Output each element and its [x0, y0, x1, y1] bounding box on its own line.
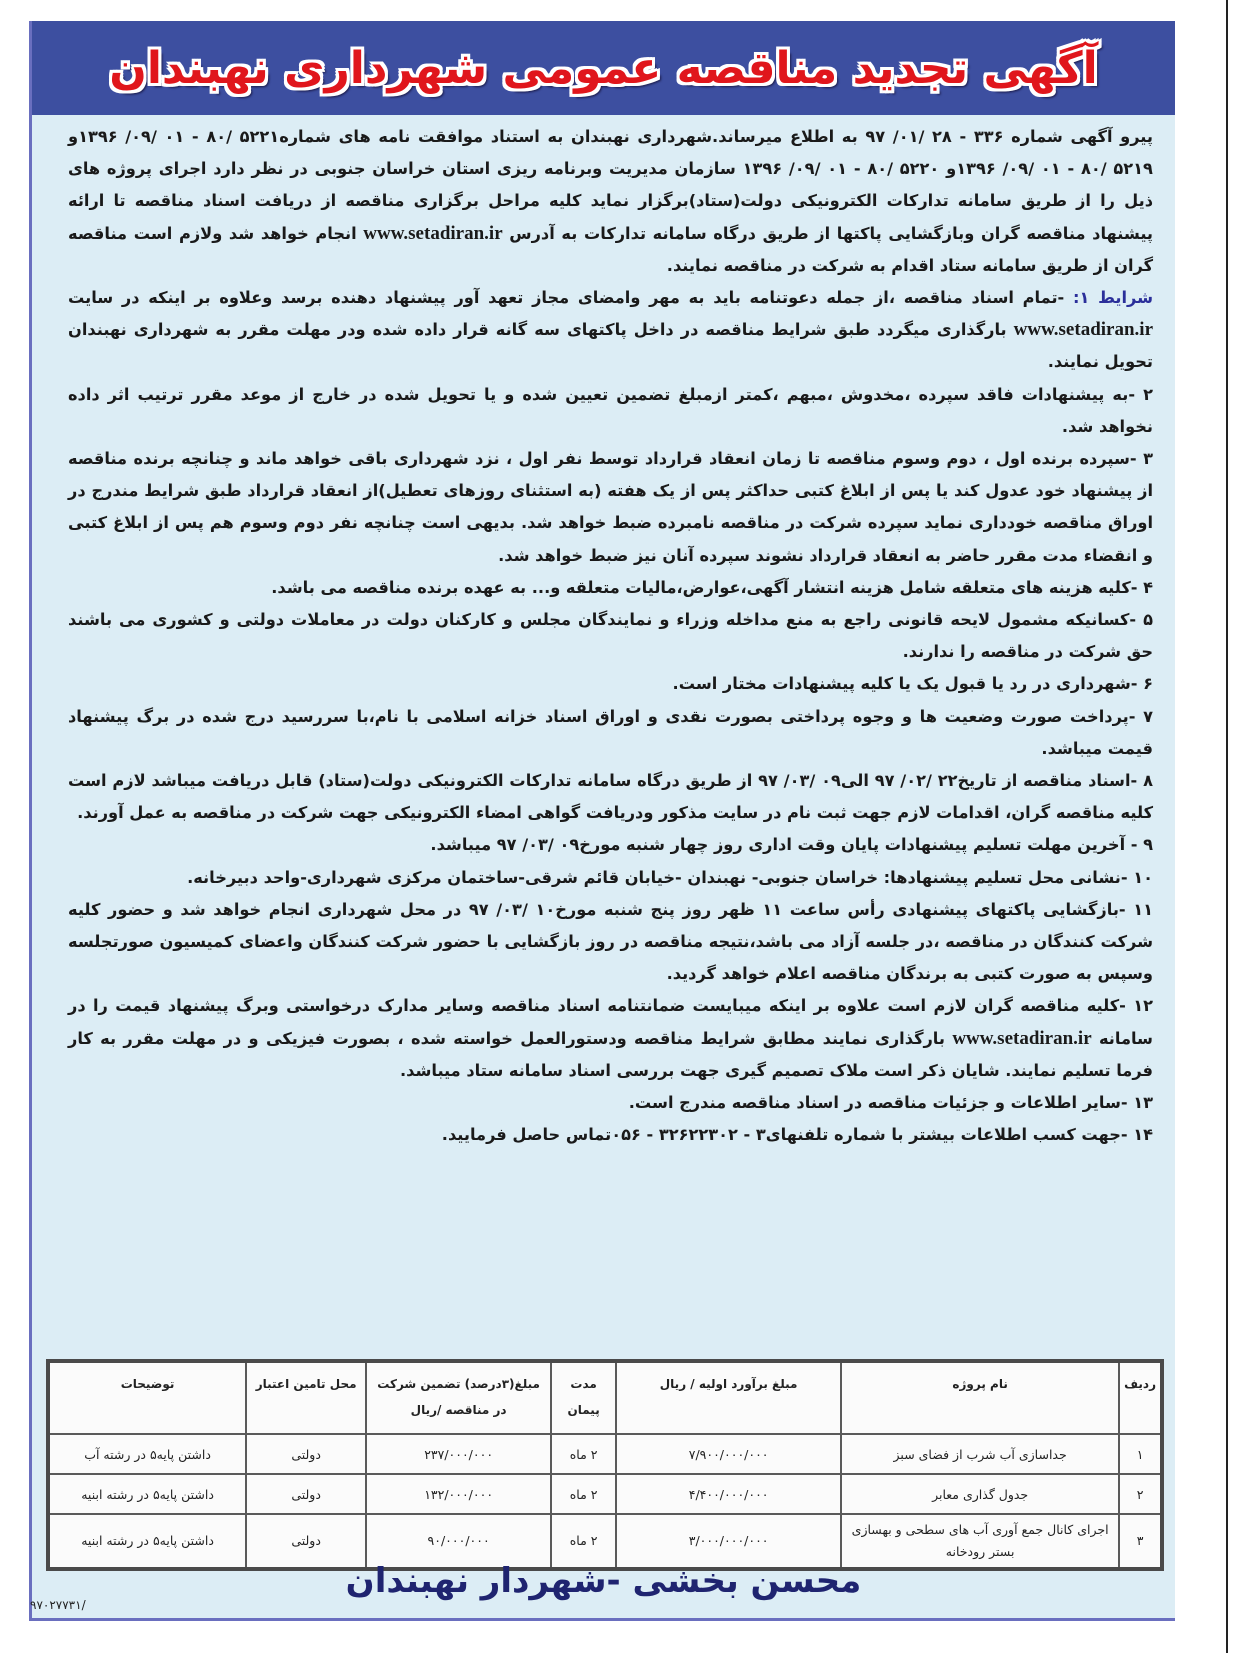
cell-duration: ۲ ماه — [551, 1514, 616, 1569]
condition-12-website-link[interactable]: www.setadiran.ir — [952, 1027, 1092, 1049]
cell-notes: داشتن پایه۵ در رشته ابنیه — [48, 1514, 246, 1569]
condition-8: ۸ -اسناد مناقصه از تاریخ۲۲ /۰۲/ ۹۷ الی۰۹ /۰۳/ ۹۷ از طریق درگاه سامانه تدارکات الکترونیکی دولت(ستاد) قابل دریافت میباشد لازم است کلیه مناقصه گران، اقدامات لازم جهت ثبت نام در سایت مذکور ودریافت گواهی امضاء الکترونیکی جهت شرکت در مناقصه به عمل آورند. — [68, 771, 1153, 823]
page-edge-rule — [1226, 0, 1228, 1653]
header-notes: توضیحات — [48, 1361, 246, 1434]
condition-1-number: ۱: — [1064, 288, 1090, 308]
advertisement-frame — [29, 21, 1175, 1621]
condition-11: ۱۱ -بازگشایی پاکتهای پیشنهادی رأس ساعت ۱۱ ظهر روز پنج شنبه مورخ۱۰ /۰۳/ ۹۷ در محل شهرداری انجام خواهد شد و حضور کلیه شرکت کنندگان در مناقصه ،در جلسه آزاد می باشد،نتیجه مناقصه در روز بازگشایی با حضور شرکت کنندگان واعضای کمیسیون صورتجلسه وسپس به صورت کتبی به برندگان مناقصه اعلام خواهد گردید. — [68, 899, 1153, 984]
cell-project-name: جدول گذاری معابر — [841, 1474, 1119, 1514]
cell-row-number: ۲ — [1119, 1474, 1162, 1514]
condition-2: ۲ -به پیشنهادات فاقد سپرده ،مخدوش ،مبهم ،کمتر ازمبلغ تضمین تعیین شده و یا تحویل شده در خارج از موعد مقرر ترتیب اثر داده نخواهد شد. — [68, 384, 1153, 436]
title-banner — [32, 21, 1175, 115]
cell-estimate: ۳/۰۰۰/۰۰۰/۰۰۰ — [616, 1514, 841, 1569]
cell-duration: ۲ ماه — [551, 1474, 616, 1514]
condition-14: ۱۴ -جهت کسب اطلاعات بیشتر با شماره تلفنهای۳ - ۳۲۶۲۲۳۰۲ - ۰۵۶تماس حاصل فرمایید. — [441, 1125, 1153, 1145]
mayor-signature: محسن بخشی -شهردار نهبندان — [345, 1561, 862, 1601]
condition-1-text-before: -تمام اسناد مناقصه ،از جمله دعوتنامه باید به مهر وامضای مجاز تعهد آور پیشنهاد دهنده برسد وعلاوه بر اینکه در سایت — [68, 288, 1065, 308]
header-estimate: مبلغ برآورد اولیه / ریال — [616, 1361, 841, 1434]
intro-text-1: پیرو آگهی شماره ۳۳۶ - ۲۸ /۰۱/ ۹۷ به اطلاع میرساند.شهرداری نهبندان به استناد موافقت نامه های شماره۵۲۲۱ /۸۰ - ۰۱ /۰۹/ ۱۳۹۶و ۵۲۱۹ /۸۰ - ۰۱ /۰۹/ ۱۳۹۶و ۵۲۲۰ /۸۰ - ۰۱ /۰۹/ ۱۳۹۶ سازمان مدیریت وبرنامه ریزی استان خراسان جنوبی در نظر دارد اجرای پروژه های ذیل را از طریق سامانه تدارکات الکترونیکی دولت(ستاد)برگزار نماید کلیه مراحل برگزاری مناقصه از دریافت اسناد مناقصه تا ارائه پیشنهاد مناقصه گران وبازگشایی پاکتها از طریق درگاه سامانه تدارکات به آدرس — [68, 127, 1153, 243]
cell-estimate: ۷/۹۰۰/۰۰۰/۰۰۰ — [616, 1434, 841, 1474]
condition-1 — [68, 282, 1153, 379]
condition-10: ۱۰ -نشانی محل تسلیم پیشنهادها: خراسان جنوبی- نهبندان -خیابان قائم شرقی-ساختمان مرکزی شهرداری-واحد دبیرخانه. — [187, 867, 1153, 887]
cell-deposit: ۹۰/۰۰۰/۰۰۰ — [366, 1514, 551, 1569]
table-row — [48, 1434, 1162, 1474]
condition-1-text-after: بارگذاری میگردد طبق شرایط مناقصه در داخل پاکتهای سه گانه قرار داده شده ودر مهلت مقرر به شهرداری نهبندان تحویل نمایند. — [68, 320, 1153, 372]
cell-project-name: جداسازی آب شرب از فضای سبز — [841, 1434, 1119, 1474]
intro-website-link[interactable]: www.setadiran.ir — [363, 222, 503, 244]
page-title: آگهی تجدید مناقصه عمومی شهرداری نهبندان — [109, 42, 1098, 94]
intro-paragraph — [68, 121, 1153, 282]
cell-deposit: ۲۳۷/۰۰۰/۰۰۰ — [366, 1434, 551, 1474]
header-row-number: ردیف — [1119, 1361, 1162, 1434]
condition-12-text-after: بارگذاری نمایند مطابق شرایط مناقصه ودستورالعمل خواسته شده ، بصورت فیزیکی و در مهلت مقرر به کار فرما تسلیم نمایند. شایان ذکر است ملاک تصمیم گیری جهت بررسی اسناد سامانه ستاد میباشد. — [68, 1028, 1153, 1080]
cell-notes: داشتن پایه۵ در رشته آب — [48, 1434, 246, 1474]
condition-7: ۷ -پرداخت صورت وضعیت ها و وجوه پرداختی بصورت نقدی و اوراق اسناد خزانه اسلامی با نام،با سررسید درج شده در برگ پیشنهاد قیمت میباشد. — [68, 706, 1153, 758]
cell-row-number: ۳ — [1119, 1514, 1162, 1569]
cell-funding-source: دولتی — [246, 1514, 366, 1569]
table-row — [48, 1474, 1162, 1514]
conditions-label: شرایط — [1098, 288, 1154, 308]
notice-body — [68, 121, 1153, 1152]
header-funding-source: محل تامین اعتبار — [246, 1361, 366, 1434]
condition-12 — [68, 990, 1153, 1087]
cell-notes: داشتن پایه۵ در رشته ابنیه — [48, 1474, 246, 1514]
condition-13: ۱۳ -سایر اطلاعات و جزئیات مناقصه در اسناد مناقصه مندرج است. — [628, 1093, 1153, 1113]
condition-5: ۵ -کسانیکه مشمول لایحه قانونی راجع به منع مداخله وزراء و نمایندگان مجلس و کارکنان دولت در معاملات دولتی و کشوری می باشند حق شرکت در مناقصه را ندارند. — [68, 610, 1153, 662]
condition-9: ۹ - آخرین مهلت تسلیم پیشنهادات پایان وقت اداری روز چهار شنبه مورخ۰۹ /۰۳/ ۹۷ میباشد. — [430, 835, 1153, 855]
cell-funding-source: دولتی — [246, 1434, 366, 1474]
publication-code: ۹۷۰۲۷۷۳۱/ — [30, 1598, 86, 1612]
cell-row-number: ۱ — [1119, 1434, 1162, 1474]
cell-funding-source: دولتی — [246, 1474, 366, 1514]
table-header-row — [48, 1361, 1162, 1434]
condition-4: ۴ -کلیه هزینه های متعلقه شامل هزینه انتشار آگهی،عوارض،مالیات متعلقه و... به عهده برنده مناقصه می باشد. — [271, 577, 1153, 597]
cell-duration: ۲ ماه — [551, 1434, 616, 1474]
condition-3: ۳ -سپرده برنده اول ، دوم وسوم مناقصه تا زمان انعقاد قرارداد توسط نفر اول ، نزد شهرداری باقی خواهد ماند و چنانچه برنده مناقصه از پیشنهاد خود عدول کند یا پس از ابلاغ کتبی حداکثر پس از یک هفته (به استثنای روزهای تعطیل)از انعقاد قرارداد طبق شرایط مندرج در اوراق مناقصه خودداری نماید سپرده شرکت در مناقصه نامبرده ضبط خواهد شد. بدیهی است چنانچه نفر دوم وسوم هم پس از ابلاغ کتبی و انقضاء مدت مقرر حاضر به انعقاد قرارداد نشوند سپرده آنان نیز ضبط خواهد شد. — [68, 449, 1153, 565]
header-duration: مدت پیمان — [551, 1361, 616, 1434]
cell-estimate: ۴/۴۰۰/۰۰۰/۰۰۰ — [616, 1474, 841, 1514]
condition-1-website-link[interactable]: www.setadiran.ir — [1013, 319, 1153, 341]
cell-deposit: ۱۳۲/۰۰۰/۰۰۰ — [366, 1474, 551, 1514]
header-deposit: مبلغ(۳درصد) تضمین شرکت در مناقصه /ریال — [366, 1361, 551, 1434]
condition-6: ۶ -شهرداری در رد یا قبول یک یا کلیه پیشنهادات مختار است. — [672, 674, 1153, 694]
cell-project-name: اجرای کانال جمع آوری آب های سطحی و بهسازی بستر رودخانه — [841, 1514, 1119, 1569]
condition-12-text-before: ۱۲ -کلیه مناقصه گران لازم است علاوه بر اینکه میبایست ضمانتنامه اسناد مناقصه وسایر مدارک درخواستی وبرگ پیشنهاد قیمت را در سامانه — [68, 996, 1153, 1048]
header-project-name: نام پروژه — [841, 1361, 1119, 1434]
intro-text-2: انجام خواهد شد ولازم است مناقصه گران از طریق سامانه ستاد اقدام به شرکت در مناقصه نمایند. — [68, 223, 1153, 275]
projects-table — [46, 1359, 1164, 1571]
